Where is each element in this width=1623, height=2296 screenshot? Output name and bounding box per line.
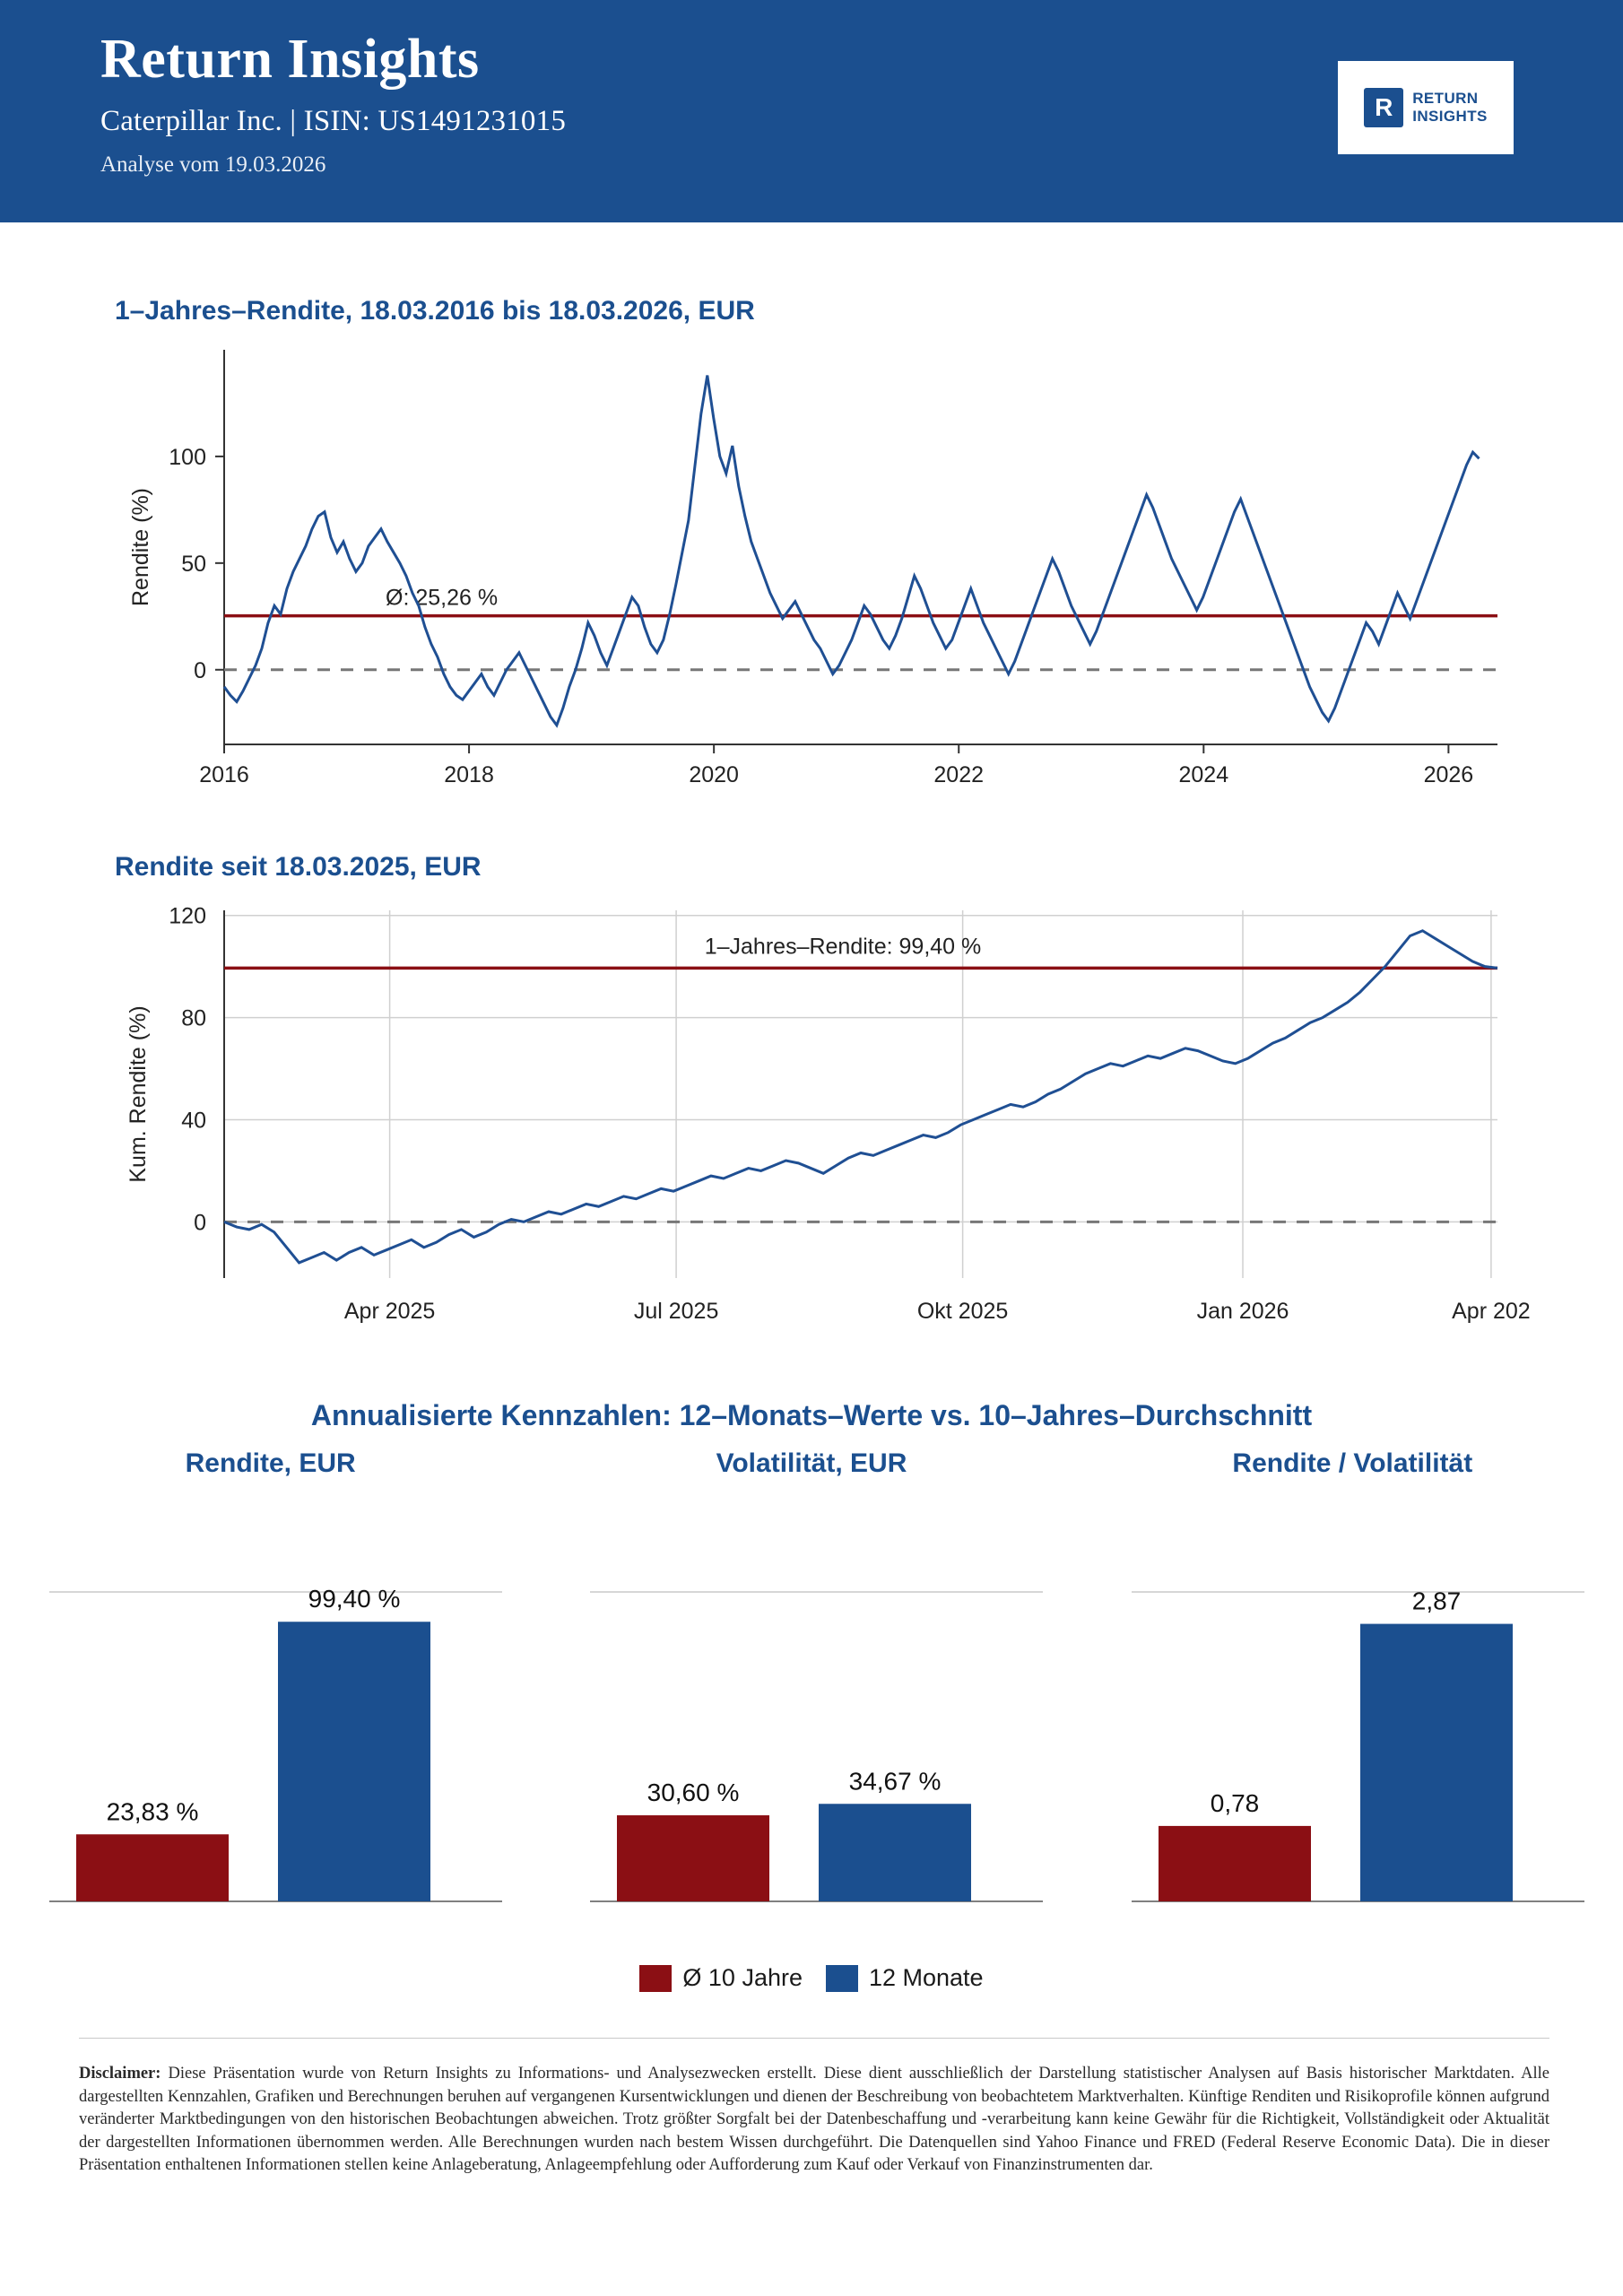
legend-label-10y: Ø 10 Jahre: [682, 1964, 803, 1991]
svg-text:100: 100: [169, 444, 206, 470]
svg-text:2026: 2026: [1423, 762, 1474, 787]
bar-chart-1-svg: [541, 1552, 1081, 1946]
svg-text:99,40 %: 99,40 %: [308, 1585, 401, 1613]
logo-line-2: INSIGHTS: [1412, 108, 1488, 125]
svg-text:Jan 2026: Jan 2026: [1196, 1299, 1289, 1324]
chart1-title: 1–Jahres–Rendite, 18.03.2016 bis 18.03.2026, EUR: [115, 296, 755, 326]
svg-text:0: 0: [194, 1210, 206, 1236]
bars-section-title: Annualisierte Kennzahlen: 12–Monats–Werte vs. 10–Jahres–Durchschnitt: [310, 1399, 1313, 1431]
chart-cumulative-return: [0, 883, 1623, 1386]
bar-chart-0-svg: [0, 1552, 541, 1946]
svg-text:0: 0: [194, 657, 206, 683]
disclaimer: [79, 2063, 1549, 2178]
svg-text:34,67 %: 34,67 %: [848, 1767, 942, 1796]
svg-text:120: 120: [169, 903, 206, 929]
svg-text:40: 40: [181, 1108, 206, 1134]
bar-panel-title-ratio: [1082, 1448, 1623, 1479]
chart2-svg: [0, 883, 1623, 1386]
legend-label-12m: 12 Monate: [868, 1964, 984, 1991]
logo-text: [1412, 90, 1488, 125]
bar-panel-2-label: Volatilität, EUR: [716, 1448, 907, 1478]
bar-panel-titles: [0, 1448, 1623, 1479]
svg-text:Okt 2025: Okt 2025: [916, 1299, 1009, 1324]
svg-text:1–Jahres–Rendite: 99,40 %: 1–Jahres–Rendite: 99,40 %: [704, 934, 982, 960]
svg-text:Rendite (%): Rendite (%): [128, 488, 153, 606]
bar-legend: [0, 1964, 1623, 1992]
svg-text:0,78: 0,78: [1210, 1788, 1259, 1817]
svg-text:2016: 2016: [199, 762, 249, 787]
svg-text:2022: 2022: [933, 762, 985, 787]
svg-text:2018: 2018: [444, 762, 494, 787]
svg-text:Kum. Rendite (%): Kum. Rendite (%): [126, 1005, 151, 1183]
bar-chart-volatilitaet: [541, 1552, 1081, 1946]
chart2-title: Rendite seit 18.03.2025, EUR: [115, 852, 482, 882]
svg-text:2020: 2020: [689, 762, 739, 787]
disclaimer-label: Disclaimer:: [79, 2065, 161, 2083]
svg-text:30,60 %: 30,60 %: [647, 1779, 740, 1807]
logo-mark-icon: R: [1364, 88, 1403, 127]
bar-panel-title-volatilitaet: [541, 1448, 1081, 1479]
brand-logo: [1338, 61, 1514, 154]
legend-swatch-10y: [639, 1965, 672, 1992]
bar-panel-3-label: Rendite / Volatilität: [1232, 1448, 1473, 1478]
page-title: Return Insights: [100, 29, 480, 90]
svg-text:50: 50: [181, 551, 206, 577]
svg-text:Apr 2025: Apr 2025: [343, 1299, 436, 1324]
disclaimer-divider: [79, 2038, 1549, 2039]
bar-charts-row: [0, 1552, 1623, 1946]
svg-text:2024: 2024: [1178, 762, 1229, 787]
svg-text:Jul 2025: Jul 2025: [633, 1299, 719, 1324]
bar-chart-2-svg: [1082, 1552, 1623, 1946]
instrument-subtitle: Caterpillar Inc. | ISIN: US1491231015: [100, 105, 567, 138]
logo-line-1: RETURN: [1412, 90, 1479, 108]
analysis-date: Analyse vom 19.03.2026: [100, 152, 326, 178]
legend-item-12m: [826, 1964, 984, 1992]
svg-text:Ø: 25,26 %: Ø: 25,26 %: [386, 585, 499, 611]
page-header: [0, 0, 1623, 222]
legend-item-10y: [639, 1964, 803, 1992]
disclaimer-text: Diese Präsentation wurde von Return Insights zu Informations- und Analysezwecken erstellt. Diese dient ausschließlich der Darstellung statistischer Analysen auf Basis historischer Marktdaten. Alle dargestellten Kennzahlen, Grafiken und Berechnungen beruhen auf vergangenen Kursentwicklungen und dienen der Beschreibung von beobachtetem Marktverhalten. Künftige Renditen und Risikoprofile können aufgrund veränderter Marktbedingungen von den historischen Beobachtungen abweichen. Trotz größter Sorgfalt bei der Datenbeschaffung und -verarbeitung kann keine Gewähr für die Richtigkeit, Vollständigkeit oder Aktualität der dargestellten Informationen übernommen werden. Alle Berechnungen wurden nach bestem Wissen durchgeführt. Die Datenquellen sind Yahoo Finance und FRED (Federal Reserve Economic Data). Die in dieser Präsentation enthaltenen Informationen stellen keine Anlageberatung, Anlageempfehlung oder Aufforderung zum Kauf oder Verkauf von Finanzinstrumenten dar.: [79, 2065, 1549, 2175]
bar-panel-1-label: Rendite, EUR: [185, 1448, 356, 1478]
bar-chart-rendite: [0, 1552, 541, 1946]
svg-text:23,83 %: 23,83 %: [106, 1797, 199, 1826]
legend-swatch-12m: [826, 1965, 858, 1992]
chart1-svg: [0, 332, 1623, 852]
svg-text:2,87: 2,87: [1411, 1587, 1461, 1615]
chart-rolling-1y-return: [0, 332, 1623, 852]
bar-chart-ratio: [1082, 1552, 1623, 1946]
svg-text:Apr 202: Apr 202: [1452, 1299, 1531, 1324]
bar-panel-title-rendite: [0, 1448, 541, 1479]
svg-text:80: 80: [181, 1005, 206, 1031]
